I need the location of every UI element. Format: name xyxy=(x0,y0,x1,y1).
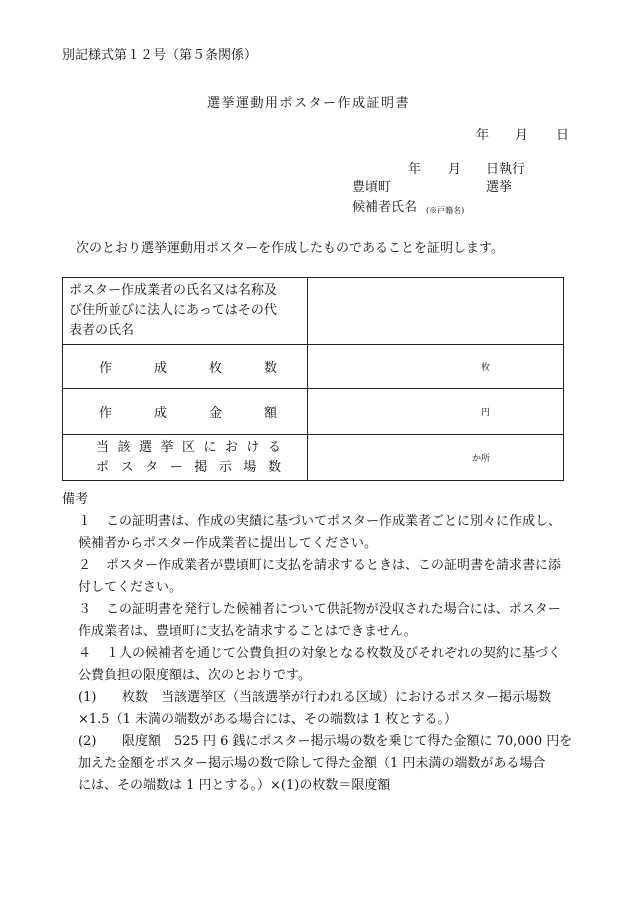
label-line: び住所並びに法人にあってはその代 xyxy=(69,303,277,318)
amount-field[interactable] xyxy=(308,389,564,435)
label-char: 該 xyxy=(117,439,131,455)
label-char: 金 xyxy=(208,406,222,421)
label-char: タ xyxy=(145,459,159,475)
notes-section xyxy=(62,489,582,797)
amount-label xyxy=(63,389,308,435)
item-number: ３ xyxy=(78,602,92,617)
label-line: ポスター作成業者の氏名又は名称及 xyxy=(69,283,278,298)
form-number: 別記様式第１２号（第５条関係） xyxy=(62,48,258,63)
item-line: ×1.5（1 未満の端数がある場合には、その端数は 1 枚とする。） xyxy=(78,712,458,727)
list-item xyxy=(62,643,582,665)
label-char: に xyxy=(203,439,217,455)
election-year: 年 xyxy=(408,162,422,177)
item-number: ２ xyxy=(78,558,92,573)
count-unit: 枚 xyxy=(480,363,490,373)
sub-item-number: (1) xyxy=(78,690,97,705)
label-char: 掲 xyxy=(194,459,208,475)
list-item xyxy=(62,555,582,577)
label-char: 挙 xyxy=(160,439,174,455)
election-month: 月 xyxy=(448,162,462,177)
date-month: 月 xyxy=(515,128,529,143)
creator-name-label xyxy=(63,278,308,345)
label-char: ー xyxy=(169,459,183,475)
label-char: る xyxy=(267,439,281,455)
label-char: 数 xyxy=(263,361,277,376)
candidate-label: 候補者氏名 xyxy=(352,200,418,215)
candidate-note: (※戸籍名) xyxy=(426,206,465,215)
item-number: １ xyxy=(78,514,92,529)
certificate-table xyxy=(62,277,564,481)
label-char: お xyxy=(224,439,238,455)
label-char: 作 xyxy=(99,406,113,421)
item-line: この証明書は、作成の実績に基づいてポスター作成業者ごとに別々に作成し、 xyxy=(106,514,562,529)
item-line: この証明書を発行した候補者について供託物が没収された場合には、ポスター xyxy=(106,602,561,617)
label-char: 額 xyxy=(263,406,277,421)
sites-unit: か所 xyxy=(471,454,490,464)
table-row xyxy=(63,435,564,481)
item-line: 加えた金額をポスター掲示場の数で除して得た金額（1 円未満の端数がある場合 xyxy=(78,756,546,771)
label-char: 作 xyxy=(99,361,113,376)
count-field[interactable] xyxy=(308,345,564,389)
notes-heading: 備考 xyxy=(62,492,89,507)
date-year: 年 xyxy=(476,128,490,143)
label-char: け xyxy=(246,439,260,455)
label-char: 示 xyxy=(218,459,232,475)
town-name: 豊頃町 xyxy=(352,180,392,195)
table-row xyxy=(63,278,564,345)
amount-unit: 円 xyxy=(480,408,490,418)
item-number: ４ xyxy=(78,646,92,661)
list-item xyxy=(62,511,582,533)
label-char: 選 xyxy=(138,439,152,455)
item-line: 候補者からポスター作成業者に提出してください。 xyxy=(78,536,378,551)
label-char: 数 xyxy=(267,459,281,475)
table-row xyxy=(63,389,564,435)
item-line: 限度額 525 円 6 銭にポスター掲示場の数を乗じて得た金額に 70,000 円を xyxy=(122,734,573,749)
list-item xyxy=(62,687,582,709)
label-char: 場 xyxy=(243,459,257,475)
date-day: 日 xyxy=(556,128,570,143)
creator-name-field[interactable] xyxy=(308,278,564,345)
item-line: には、その端数は 1 円とする。）×(1)の枚数＝限度額 xyxy=(78,778,391,793)
list-item xyxy=(62,731,582,753)
certify-text: 次のとおり選挙運動用ポスターを作成したものであることを証明します。 xyxy=(76,241,504,256)
table-row xyxy=(63,345,564,389)
count-label xyxy=(63,345,308,389)
item-line: １人の候補者を通じて公費負担の対象となる枚数及びそれぞれの契約に基づく xyxy=(106,646,562,661)
poster-sites-field[interactable] xyxy=(308,435,564,481)
label-char: 成 xyxy=(153,406,167,421)
item-line: ポスター作成業者が豊頃町に支払を請求するときは、この証明書を請求書に添 xyxy=(106,558,562,573)
label-char: ス xyxy=(120,459,134,475)
list-item xyxy=(62,599,582,621)
label-line: 表者の氏名 xyxy=(69,323,135,338)
poster-sites-label xyxy=(63,435,308,481)
sub-item-number: (2) xyxy=(78,734,97,749)
page-title: 選挙運動用ポスター作成証明書 xyxy=(207,96,411,111)
label-char: 区 xyxy=(181,439,195,455)
label-char: ポ xyxy=(96,459,110,475)
election-name: 選挙 xyxy=(486,180,513,195)
label-char: 当 xyxy=(96,439,110,455)
label-char: 枚 xyxy=(208,361,222,376)
election-exec: 日執行 xyxy=(486,162,526,177)
item-line: 公費負担の限度額は、次のとおりです。 xyxy=(78,668,311,683)
item-line: 枚数 当該選挙区（当該選挙が行われる区域）におけるポスター掲示場数 xyxy=(122,690,552,705)
item-line: 付してください。 xyxy=(78,580,183,595)
item-line: 作成業者は、豊頃町に支払を請求することはできません。 xyxy=(78,624,417,639)
label-char: 成 xyxy=(153,361,167,376)
